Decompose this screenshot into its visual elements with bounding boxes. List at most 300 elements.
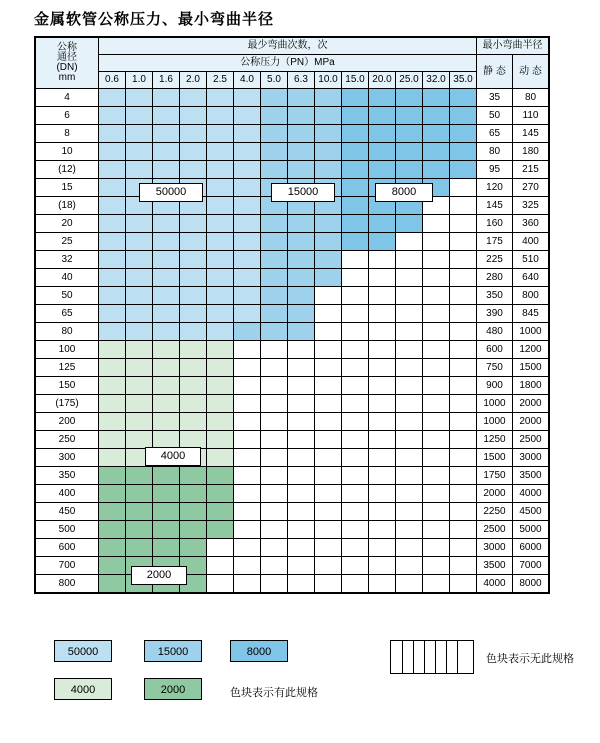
pressure-col-header: 2.5 — [207, 72, 234, 89]
cell-grid — [450, 467, 477, 485]
cell-grid — [423, 503, 450, 521]
cell-grid — [342, 161, 369, 179]
cell-grid — [315, 215, 342, 233]
cell-grid — [315, 89, 342, 107]
cell-static-radius: 750 — [477, 359, 513, 377]
cell-grid — [450, 413, 477, 431]
cell-grid — [126, 503, 153, 521]
cell-grid — [234, 197, 261, 215]
cell-grid — [450, 179, 477, 197]
cell-grid — [423, 557, 450, 575]
cell-grid — [234, 161, 261, 179]
cell-grid — [207, 395, 234, 413]
cell-grid — [261, 215, 288, 233]
cell-grid — [369, 233, 396, 251]
table-head-row-1 — [36, 38, 549, 55]
cell-grid — [180, 287, 207, 305]
cell-grid — [180, 341, 207, 359]
cell-grid — [153, 503, 180, 521]
pressure-col-header: 20.0 — [369, 72, 396, 89]
page-title: 金属软管公称压力、最小弯曲半径 — [34, 10, 275, 28]
cell-grid — [180, 467, 207, 485]
cell-dynamic-radius: 845 — [513, 305, 549, 323]
cell-grid — [180, 395, 207, 413]
cell-dn: (12) — [36, 161, 99, 179]
cell-static-radius: 65 — [477, 125, 513, 143]
cell-grid — [396, 287, 423, 305]
cell-dynamic-radius: 270 — [513, 179, 549, 197]
cell-grid — [126, 485, 153, 503]
table-row — [36, 161, 549, 179]
cell-grid — [153, 395, 180, 413]
cell-grid — [261, 269, 288, 287]
cell-grid — [288, 251, 315, 269]
table-row — [36, 323, 549, 341]
cell-grid — [99, 89, 126, 107]
block-label-8000: 8000 — [375, 183, 433, 202]
cell-grid — [342, 539, 369, 557]
cell-grid — [261, 539, 288, 557]
cell-grid — [450, 557, 477, 575]
cell-grid — [396, 359, 423, 377]
cell-grid — [288, 161, 315, 179]
pressure-col-header: 35.0 — [450, 72, 477, 89]
cell-grid — [234, 179, 261, 197]
cell-grid — [423, 431, 450, 449]
cell-grid — [396, 557, 423, 575]
cell-grid — [99, 305, 126, 323]
cell-grid — [423, 449, 450, 467]
cell-grid — [396, 341, 423, 359]
cell-grid — [396, 431, 423, 449]
cell-grid — [207, 197, 234, 215]
cell-grid — [423, 521, 450, 539]
cell-grid — [369, 161, 396, 179]
cell-grid — [450, 269, 477, 287]
cell-grid — [234, 377, 261, 395]
cell-grid — [207, 143, 234, 161]
cell-grid — [126, 305, 153, 323]
cell-dn: 50 — [36, 287, 99, 305]
cell-grid — [153, 431, 180, 449]
table-head — [36, 38, 549, 89]
cell-grid — [369, 485, 396, 503]
cell-grid — [207, 485, 234, 503]
cell-grid — [261, 503, 288, 521]
cell-grid — [207, 287, 234, 305]
cell-grid — [342, 197, 369, 215]
cell-grid — [288, 449, 315, 467]
table-row — [36, 557, 549, 575]
table — [35, 37, 549, 593]
cell-grid — [342, 251, 369, 269]
cell-grid — [261, 575, 288, 593]
cell-grid — [153, 485, 180, 503]
cell-grid — [126, 251, 153, 269]
cell-dynamic-radius: 3000 — [513, 449, 549, 467]
cell-grid — [261, 467, 288, 485]
cell-grid — [423, 485, 450, 503]
cell-grid — [99, 215, 126, 233]
cell-grid — [423, 341, 450, 359]
cell-grid — [450, 521, 477, 539]
block-label-2000: 2000 — [131, 566, 187, 585]
cell-grid — [99, 575, 126, 593]
header-dn-l4: mm — [58, 72, 76, 83]
cell-grid — [126, 125, 153, 143]
cell-grid — [342, 233, 369, 251]
table-row — [36, 539, 549, 557]
legend-white-note: 色块表示无此规格 — [486, 653, 574, 665]
cell-grid — [315, 467, 342, 485]
cell-grid — [450, 233, 477, 251]
cell-grid — [207, 161, 234, 179]
cell-grid — [153, 467, 180, 485]
cell-grid — [207, 539, 234, 557]
cell-grid — [369, 413, 396, 431]
cell-grid — [315, 233, 342, 251]
cell-grid — [423, 359, 450, 377]
cell-dynamic-radius: 80 — [513, 89, 549, 107]
cell-grid — [234, 575, 261, 593]
cell-grid — [99, 107, 126, 125]
cell-grid — [396, 539, 423, 557]
cell-grid — [315, 287, 342, 305]
cell-grid — [153, 215, 180, 233]
cell-grid — [342, 89, 369, 107]
cell-grid — [261, 395, 288, 413]
table-row — [36, 143, 549, 161]
cell-grid — [450, 107, 477, 125]
cell-grid — [369, 395, 396, 413]
cell-grid — [342, 269, 369, 287]
cell-grid — [207, 377, 234, 395]
cell-grid — [234, 485, 261, 503]
cell-grid — [180, 359, 207, 377]
cell-grid — [450, 305, 477, 323]
cell-grid — [288, 305, 315, 323]
cell-grid — [234, 233, 261, 251]
cell-grid — [234, 413, 261, 431]
cell-grid — [342, 287, 369, 305]
cell-dn: 600 — [36, 539, 99, 557]
cell-grid — [288, 485, 315, 503]
cell-grid — [369, 521, 396, 539]
cell-grid — [234, 395, 261, 413]
table-row — [36, 341, 549, 359]
cell-grid — [99, 341, 126, 359]
cell-dynamic-radius: 400 — [513, 233, 549, 251]
cell-grid — [99, 359, 126, 377]
cell-grid — [396, 233, 423, 251]
cell-grid — [288, 557, 315, 575]
cell-grid — [342, 305, 369, 323]
cell-grid — [342, 557, 369, 575]
table-row — [36, 305, 549, 323]
cell-grid — [342, 359, 369, 377]
pressure-col-header: 25.0 — [396, 72, 423, 89]
cell-grid — [450, 359, 477, 377]
cell-grid — [288, 521, 315, 539]
cell-grid — [180, 125, 207, 143]
cell-grid — [288, 431, 315, 449]
table-row — [36, 251, 549, 269]
cell-grid — [99, 125, 126, 143]
cell-grid — [234, 305, 261, 323]
cell-grid — [126, 395, 153, 413]
cell-grid — [153, 323, 180, 341]
cell-static-radius: 4000 — [477, 575, 513, 593]
cell-grid — [369, 287, 396, 305]
cell-grid — [396, 125, 423, 143]
cell-grid — [180, 89, 207, 107]
cell-dn: 350 — [36, 467, 99, 485]
cell-grid — [99, 179, 126, 197]
cell-dn: 40 — [36, 269, 99, 287]
cell-grid — [180, 431, 207, 449]
pressure-col-header: 15.0 — [342, 72, 369, 89]
cell-grid — [369, 143, 396, 161]
cell-grid — [234, 107, 261, 125]
cell-grid — [315, 413, 342, 431]
table-row — [36, 125, 549, 143]
cell-grid — [288, 143, 315, 161]
cell-grid — [207, 233, 234, 251]
cell-grid — [450, 251, 477, 269]
cell-grid — [180, 539, 207, 557]
cell-dn: 65 — [36, 305, 99, 323]
cell-grid — [234, 143, 261, 161]
pressure-col-header: 4.0 — [234, 72, 261, 89]
cell-grid — [369, 557, 396, 575]
cell-grid — [207, 503, 234, 521]
cell-grid — [207, 89, 234, 107]
table-head-row-2 — [36, 55, 549, 72]
cell-grid — [234, 431, 261, 449]
cell-grid — [261, 251, 288, 269]
cell-grid — [261, 557, 288, 575]
cell-grid — [288, 107, 315, 125]
cell-grid — [342, 467, 369, 485]
cell-dynamic-radius: 800 — [513, 287, 549, 305]
cell-grid — [180, 521, 207, 539]
spec-table — [34, 36, 550, 594]
cell-grid — [126, 89, 153, 107]
block-label-50000: 50000 — [139, 183, 203, 202]
cell-grid — [180, 503, 207, 521]
cell-grid — [99, 377, 126, 395]
cell-dn: 700 — [36, 557, 99, 575]
cell-grid — [423, 467, 450, 485]
table-row — [36, 107, 549, 125]
cell-dynamic-radius: 2000 — [513, 395, 549, 413]
cell-grid — [99, 503, 126, 521]
cell-grid — [234, 215, 261, 233]
cell-grid — [315, 251, 342, 269]
cell-grid — [423, 233, 450, 251]
cell-grid — [99, 287, 126, 305]
cell-grid — [315, 449, 342, 467]
cell-grid — [261, 521, 288, 539]
cell-grid — [396, 377, 423, 395]
cell-dynamic-radius: 7000 — [513, 557, 549, 575]
cell-dn: 150 — [36, 377, 99, 395]
cell-dn: 10 — [36, 143, 99, 161]
block-label-15000: 15000 — [271, 183, 335, 202]
cell-grid — [288, 539, 315, 557]
cell-grid — [369, 215, 396, 233]
cell-grid — [423, 161, 450, 179]
cell-static-radius: 1000 — [477, 413, 513, 431]
cell-dn: 32 — [36, 251, 99, 269]
cell-static-radius: 600 — [477, 341, 513, 359]
cell-grid — [180, 143, 207, 161]
cell-grid — [153, 269, 180, 287]
cell-grid — [369, 323, 396, 341]
cell-grid — [180, 251, 207, 269]
cell-static-radius: 1750 — [477, 467, 513, 485]
cell-static-radius: 35 — [477, 89, 513, 107]
cell-grid — [342, 413, 369, 431]
cell-grid — [153, 89, 180, 107]
cell-grid — [99, 251, 126, 269]
cell-grid — [342, 377, 369, 395]
cell-grid — [450, 341, 477, 359]
cell-grid — [396, 395, 423, 413]
cell-grid — [315, 575, 342, 593]
legend-white-swatch — [390, 640, 474, 674]
cell-grid — [450, 431, 477, 449]
cell-grid — [450, 395, 477, 413]
pressure-col-header: 5.0 — [261, 72, 288, 89]
cell-grid — [450, 323, 477, 341]
cell-dynamic-radius: 6000 — [513, 539, 549, 557]
cell-grid — [261, 449, 288, 467]
cell-dynamic-radius: 2000 — [513, 413, 549, 431]
cell-grid — [288, 323, 315, 341]
cell-static-radius: 350 — [477, 287, 513, 305]
cell-grid — [261, 287, 288, 305]
cell-dynamic-radius: 510 — [513, 251, 549, 269]
cell-grid — [261, 305, 288, 323]
cell-grid — [423, 323, 450, 341]
cell-dn: (18) — [36, 197, 99, 215]
legend-color-note: 色块表示有此规格 — [230, 687, 318, 699]
cell-grid — [126, 161, 153, 179]
cell-grid — [180, 215, 207, 233]
table-row — [36, 485, 549, 503]
pressure-col-header: 32.0 — [423, 72, 450, 89]
cell-grid — [342, 179, 369, 197]
cell-grid — [153, 107, 180, 125]
cell-grid — [126, 323, 153, 341]
cell-grid — [126, 287, 153, 305]
cell-grid — [234, 89, 261, 107]
cell-static-radius: 120 — [477, 179, 513, 197]
cell-grid — [396, 575, 423, 593]
cell-grid — [99, 143, 126, 161]
cell-grid — [396, 107, 423, 125]
cell-grid — [342, 521, 369, 539]
cell-grid — [234, 467, 261, 485]
cell-grid — [450, 125, 477, 143]
cell-grid — [288, 377, 315, 395]
cell-grid — [315, 503, 342, 521]
cell-grid — [126, 215, 153, 233]
cell-grid — [99, 395, 126, 413]
cell-grid — [288, 269, 315, 287]
cell-grid — [153, 413, 180, 431]
table-head-row-3 — [36, 72, 549, 89]
cell-dn: 500 — [36, 521, 99, 539]
header-static: 静 态 — [477, 55, 513, 89]
cell-grid — [423, 575, 450, 593]
header-bend-count: 最少弯曲次数，次 — [99, 38, 477, 55]
table-row — [36, 467, 549, 485]
header-min-radius: 最小弯曲半径 — [477, 38, 549, 55]
cell-grid — [234, 503, 261, 521]
cell-grid — [153, 143, 180, 161]
cell-grid — [396, 449, 423, 467]
cell-grid — [126, 107, 153, 125]
cell-grid — [261, 89, 288, 107]
cell-dynamic-radius: 4500 — [513, 503, 549, 521]
cell-grid — [315, 341, 342, 359]
cell-grid — [450, 377, 477, 395]
cell-grid — [288, 89, 315, 107]
cell-grid — [261, 125, 288, 143]
cell-grid — [423, 377, 450, 395]
cell-grid — [99, 413, 126, 431]
cell-grid — [396, 503, 423, 521]
cell-dn: 450 — [36, 503, 99, 521]
cell-grid — [396, 521, 423, 539]
table-row — [36, 287, 549, 305]
cell-static-radius: 80 — [477, 143, 513, 161]
cell-grid — [450, 539, 477, 557]
cell-grid — [207, 431, 234, 449]
cell-grid — [261, 377, 288, 395]
cell-static-radius: 3000 — [477, 539, 513, 557]
cell-grid — [153, 521, 180, 539]
cell-dn: 15 — [36, 179, 99, 197]
cell-grid — [207, 557, 234, 575]
table-row — [36, 449, 549, 467]
cell-grid — [207, 269, 234, 287]
cell-grid — [369, 539, 396, 557]
pressure-col-header: 1.0 — [126, 72, 153, 89]
cell-dn: (175) — [36, 395, 99, 413]
cell-grid — [234, 521, 261, 539]
cell-dn: 400 — [36, 485, 99, 503]
cell-grid — [342, 431, 369, 449]
cell-grid — [126, 341, 153, 359]
cell-dynamic-radius: 4000 — [513, 485, 549, 503]
cell-grid — [396, 269, 423, 287]
cell-grid — [396, 485, 423, 503]
cell-dynamic-radius: 360 — [513, 215, 549, 233]
cell-grid — [180, 233, 207, 251]
cell-grid — [315, 557, 342, 575]
cell-grid — [261, 143, 288, 161]
cell-grid — [153, 359, 180, 377]
cell-grid — [153, 341, 180, 359]
pressure-col-header: 0.6 — [99, 72, 126, 89]
cell-static-radius: 2500 — [477, 521, 513, 539]
cell-static-radius: 280 — [477, 269, 513, 287]
table-body — [36, 89, 549, 593]
cell-grid — [450, 449, 477, 467]
